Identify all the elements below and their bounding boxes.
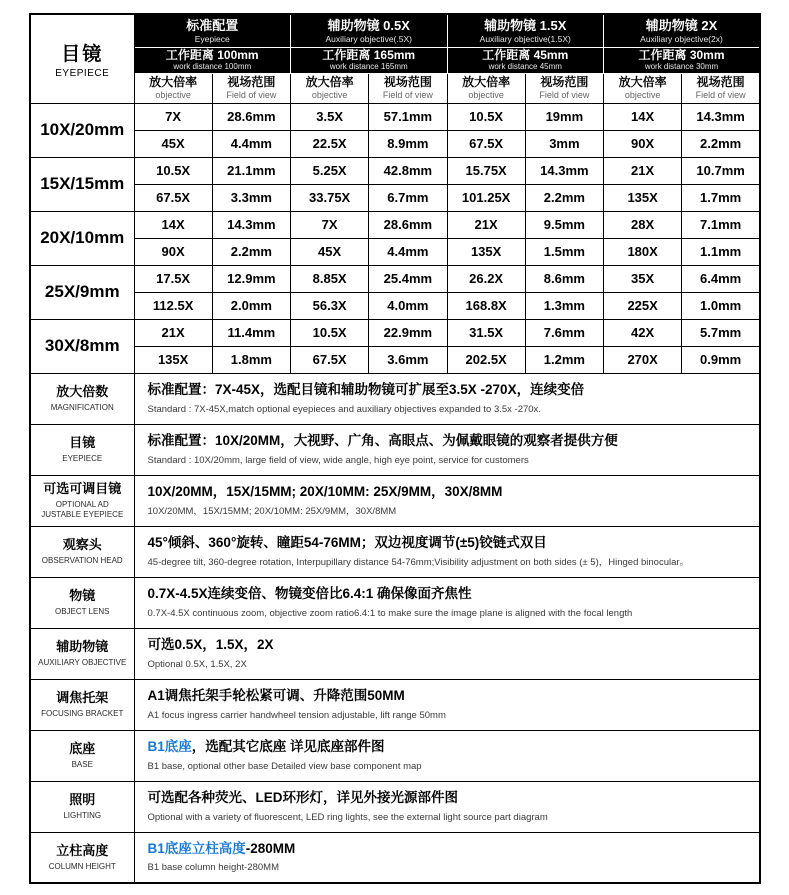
eyepiece-data-body <box>30 103 760 373</box>
eyepiece-data-row <box>30 130 760 157</box>
field-of-view-value: 0.9mm <box>682 346 760 373</box>
work-distance-en: work distance 45mm <box>488 62 562 72</box>
eyepiece-data-row <box>30 184 760 211</box>
magnification-value: 45X <box>134 130 212 157</box>
column-header-standard <box>134 14 291 47</box>
spec-row-label <box>30 475 134 526</box>
work-distance-cell <box>604 47 761 73</box>
subheader-field-of-view <box>525 73 603 103</box>
magnification-value: 21X <box>447 211 525 238</box>
field-of-view-value: 22.9mm <box>369 319 447 346</box>
subheader-field-of-view <box>212 73 290 103</box>
field-of-view-value: 25.4mm <box>369 265 447 292</box>
spec-label-cn: 照明 <box>69 791 96 807</box>
spec-row <box>30 424 760 475</box>
subheader-cn: 放大倍率 <box>149 75 198 90</box>
spec-row-content <box>134 475 760 526</box>
field-of-view-value: 3mm <box>525 130 603 157</box>
column-title-en: Auxiliary objective(.5X) <box>325 33 412 44</box>
magnification-value: 14X <box>604 103 682 130</box>
subheader-cn: 放大倍率 <box>305 75 354 90</box>
eyepiece-data-row <box>30 103 760 130</box>
eyepiece-group-label: 15X/15mm <box>30 157 134 211</box>
work-distance-cell <box>447 47 604 73</box>
spec-content-en: A1 focus ingress carrier handwheel tension adjustable, lift range 50mm <box>147 709 446 721</box>
field-of-view-value: 1.0mm <box>682 292 760 319</box>
spec-label-en: BASE <box>71 759 93 769</box>
field-of-view-value: 1.1mm <box>682 238 760 265</box>
spec-content-cn: 10X/20MM，15X/15MM; 20X/10MM: 25X/9MM，30X/8MM <box>147 484 503 500</box>
magnification-value: 135X <box>604 184 682 211</box>
magnification-value: 21X <box>604 157 682 184</box>
eyepiece-data-row <box>30 157 760 184</box>
spec-content-cn: B1底座，选配其它底座 详见底座部件图 <box>147 739 385 755</box>
subheader-magnification <box>134 73 212 103</box>
spec-content-en: Standard : 7X-45X,match optional eyepieces and auxiliary objectives expanded to 3.5x -270x. <box>147 403 541 415</box>
subheader-cn: 放大倍率 <box>618 75 667 90</box>
spec-row-content <box>134 373 760 424</box>
field-of-view-value: 2.0mm <box>212 292 290 319</box>
eyepiece-group-label: 30X/8mm <box>30 319 134 373</box>
subheader-magnification <box>447 73 525 103</box>
magnification-value: 90X <box>134 238 212 265</box>
magnification-value: 14X <box>134 211 212 238</box>
field-of-view-value: 42.8mm <box>369 157 447 184</box>
eyepiece-data-row <box>30 211 760 238</box>
field-of-view-value: 11.4mm <box>212 319 290 346</box>
spec-label-cn: 观察头 <box>62 536 102 552</box>
magnification-value: 28X <box>604 211 682 238</box>
eyepiece-corner-title: 目镜 <box>61 43 104 65</box>
magnification-value: 67.5X <box>447 130 525 157</box>
subheader-field-of-view <box>369 73 447 103</box>
magnification-value: 31.5X <box>447 319 525 346</box>
spec-label-cn: 辅助物镜 <box>56 638 109 654</box>
field-of-view-value: 1.8mm <box>212 346 290 373</box>
magnification-value: 15.75X <box>447 157 525 184</box>
spec-row <box>30 628 760 679</box>
spec-section <box>30 373 760 883</box>
field-of-view-value: 57.1mm <box>369 103 447 130</box>
spec-row-label <box>30 679 134 730</box>
field-of-view-value: 12.9mm <box>212 265 290 292</box>
spec-content-cn: 标准配置：10X/20MM，大视野、广角、高眼点、为佩戴眼镜的观察者提供方便 <box>147 433 618 449</box>
field-of-view-value: 8.6mm <box>525 265 603 292</box>
spec-label-en: OBSERVATION HEAD <box>41 555 123 565</box>
field-of-view-value: 4.0mm <box>369 292 447 319</box>
field-of-view-value: 3.3mm <box>212 184 290 211</box>
field-of-view-value: 7.1mm <box>682 211 760 238</box>
magnification-value: 8.85X <box>291 265 369 292</box>
magnification-value: 225X <box>604 292 682 319</box>
magnification-value: 135X <box>134 346 212 373</box>
spec-row-content <box>134 730 760 781</box>
spec-row-content <box>134 679 760 730</box>
work-distance-cell <box>291 47 448 73</box>
work-distance-en: work distance 30mm <box>644 62 719 72</box>
eyepiece-data-row <box>30 292 760 319</box>
eyepiece-data-row <box>30 265 760 292</box>
column-title-en: Auxiliary objective(2x) <box>640 33 723 44</box>
spec-content-en: B1 base, optional other base Detailed view base component map <box>147 760 422 772</box>
spec-content-en: Optional with a variety of fluorescent, LED ring lights, see the external light source part diagram <box>147 811 548 823</box>
spec-label-en: OBJECT LENS <box>54 606 110 616</box>
magnification-value: 180X <box>604 238 682 265</box>
magnification-value: 7X <box>134 103 212 130</box>
eyepiece-data-row <box>30 238 760 265</box>
spec-label-en: MAGNIFICATION <box>50 402 114 412</box>
spec-label-cn: 目镜 <box>69 434 96 450</box>
column-title-en: Eyepiece <box>194 33 230 44</box>
spec-row-label <box>30 424 134 475</box>
magnification-value: 21X <box>134 319 212 346</box>
subheader-cn: 视场范围 <box>383 75 432 90</box>
magnification-value: 3.5X <box>291 103 369 130</box>
eyepiece-corner-subtitle: EYEPIECE <box>55 67 110 79</box>
column-title-en: Auxiliary objective(1.5X) <box>479 33 571 44</box>
spec-row-content <box>134 577 760 628</box>
spec-row <box>30 475 760 526</box>
spec-label-cn: 底座 <box>69 740 96 756</box>
spec-sheet <box>29 13 761 884</box>
work-distance-row <box>30 47 760 73</box>
magnification-value: 42X <box>604 319 682 346</box>
subheader-cn: 视场范围 <box>696 75 745 90</box>
spec-row-label <box>30 628 134 679</box>
subheader-en: Field of view <box>695 90 746 101</box>
field-of-view-value: 14.3mm <box>525 157 603 184</box>
eyepiece-corner-cell <box>30 14 134 103</box>
spec-content-en: B1 base column height-280MM <box>147 862 279 874</box>
field-of-view-value: 4.4mm <box>369 238 447 265</box>
spec-row-label <box>30 781 134 832</box>
eyepiece-group-label: 25X/9mm <box>30 265 134 319</box>
config-header-row <box>30 14 760 47</box>
magnification-value: 67.5X <box>134 184 212 211</box>
magnification-value: 45X <box>291 238 369 265</box>
magnification-value: 22.5X <box>291 130 369 157</box>
spec-label-en: COLUMN HEIGHT <box>48 861 116 871</box>
field-of-view-value: 1.7mm <box>682 184 760 211</box>
magnification-value: 101.25X <box>447 184 525 211</box>
subheader-en: objective <box>624 90 661 101</box>
subheader-magnification <box>291 73 369 103</box>
magnification-value: 7X <box>291 211 369 238</box>
column-header-aux-2x <box>604 14 761 47</box>
magnification-value: 67.5X <box>291 346 369 373</box>
highlighted-text: B1底座 <box>147 739 192 755</box>
magnification-value: 270X <box>604 346 682 373</box>
field-of-view-value: 2.2mm <box>212 238 290 265</box>
work-distance-cn: 工作距离 30mm <box>638 48 725 62</box>
field-of-view-value: 3.6mm <box>369 346 447 373</box>
spec-row-content <box>134 424 760 475</box>
eyepiece-data-row <box>30 319 760 346</box>
spec-label-en: AUXILIARY OBJECTIVE <box>38 657 127 667</box>
column-header-aux-05x <box>291 14 448 47</box>
spec-row-content <box>134 832 760 883</box>
magnification-value: 112.5X <box>134 292 212 319</box>
field-of-view-value: 7.6mm <box>525 319 603 346</box>
magnification-value: 10.5X <box>291 319 369 346</box>
magnification-value: 10.5X <box>447 103 525 130</box>
field-of-view-value: 19mm <box>525 103 603 130</box>
spec-row-label <box>30 730 134 781</box>
spec-label-cn: 放大倍数 <box>56 383 109 399</box>
highlighted-text: B1底座立柱高度 <box>147 841 246 857</box>
field-of-view-value: 28.6mm <box>212 103 290 130</box>
field-of-view-value: 6.4mm <box>682 265 760 292</box>
spec-row <box>30 577 760 628</box>
spec-row <box>30 781 760 832</box>
column-header-aux-15x <box>447 14 604 47</box>
eyepiece-data-row <box>30 346 760 373</box>
spec-content-en: 10X/20MM，15X/15MM; 20X/10MM: 25X/9MM，30X/8MM <box>147 505 397 517</box>
magnification-value: 10.5X <box>134 157 212 184</box>
spec-row-label <box>30 526 134 577</box>
spec-label-cn: 调焦托架 <box>56 689 109 705</box>
subheader-field-of-view <box>682 73 760 103</box>
work-distance-cell <box>134 47 291 73</box>
subheader-en: objective <box>311 90 348 101</box>
spec-label-en: EYEPIECE <box>62 453 103 463</box>
spec-content-en: Optional 0.5X, 1.5X, 2X <box>147 658 247 670</box>
subheader-en: Field of view <box>226 90 277 101</box>
subheader-cn: 放大倍率 <box>462 75 511 90</box>
spec-row-content <box>134 781 760 832</box>
field-of-view-value: 2.2mm <box>682 130 760 157</box>
spec-row-label <box>30 577 134 628</box>
subheader-en: Field of view <box>382 90 433 101</box>
spec-content-cn: 标准配置：7X-45X，选配目镜和辅助物镜可扩展至3.5X -270X，连续变倍 <box>147 382 585 398</box>
field-of-view-value: 9.5mm <box>525 211 603 238</box>
spec-label-en: OPTIONAL AD JUSTABLE EYEPIECE <box>41 499 124 519</box>
spec-row-content <box>134 526 760 577</box>
spec-content-cn: 0.7X-4.5X连续变倍、物镜变倍比6.4:1 确保像面齐焦性 <box>147 586 472 602</box>
field-of-view-value: 6.7mm <box>369 184 447 211</box>
spec-label-en: LIGHTING <box>63 810 102 820</box>
work-distance-cn: 工作距离 45mm <box>482 48 569 62</box>
column-title-cn: 辅助物镜 0.5X <box>327 17 410 33</box>
spec-row <box>30 679 760 730</box>
magnification-value: 17.5X <box>134 265 212 292</box>
spec-label-en: FOCUSING BRACKET <box>41 708 124 718</box>
column-title-cn: 辅助物镜 1.5X <box>484 17 567 33</box>
field-of-view-value: 1.2mm <box>525 346 603 373</box>
field-of-view-value: 2.2mm <box>525 184 603 211</box>
work-distance-cn: 工作距离 100mm <box>165 48 259 62</box>
field-of-view-value: 14.3mm <box>682 103 760 130</box>
subheader-magnification <box>604 73 682 103</box>
magnification-value: 35X <box>604 265 682 292</box>
spec-content-en: Standard : 10X/20mm, large field of view, wide angle, high eye point, service for customers <box>147 454 529 466</box>
subheader-en: Field of view <box>539 90 590 101</box>
magnification-value: 135X <box>447 238 525 265</box>
field-of-view-value: 1.5mm <box>525 238 603 265</box>
spec-content-cn: 可选配各种荧光、LED环形灯，详见外接光源部件图 <box>147 790 458 806</box>
subheader-row <box>30 73 760 103</box>
field-of-view-value: 8.9mm <box>369 130 447 157</box>
field-of-view-value: 4.4mm <box>212 130 290 157</box>
magnification-value: 168.8X <box>447 292 525 319</box>
eyepiece-group-label: 10X/20mm <box>30 103 134 157</box>
spec-row-label <box>30 373 134 424</box>
subheader-cn: 视场范围 <box>227 75 276 90</box>
spec-content-en: 0.7X-4.5X continuous zoom, objective zoom ratio6.4:1 to make sure the image plane is aligned with the focal length <box>147 607 633 619</box>
field-of-view-value: 21.1mm <box>212 157 290 184</box>
magnification-value: 26.2X <box>447 265 525 292</box>
field-of-view-value: 5.7mm <box>682 319 760 346</box>
work-distance-en: work distance 100mm <box>173 62 252 72</box>
spec-content-cn: 45°倾斜、360°旋转、瞳距54-76MM；双边视度调节(±5)铰链式双目 <box>147 535 547 551</box>
column-title-cn: 辅助物镜 2X <box>645 17 718 33</box>
field-of-view-value: 28.6mm <box>369 211 447 238</box>
magnification-value: 5.25X <box>291 157 369 184</box>
spec-content-cn: 可选0.5X，1.5X，2X <box>147 637 274 653</box>
specification-table <box>29 13 761 884</box>
spec-row-content <box>134 628 760 679</box>
spec-row <box>30 832 760 883</box>
spec-content-en: 45-degree tilt, 360-degree rotation, Interpupillary distance 54-76mm;Visibility adjustment on both sides (± 5)，Hinged binocular。 <box>147 556 690 568</box>
spec-label-cn: 立柱高度 <box>56 842 109 858</box>
spec-row <box>30 373 760 424</box>
spec-label-cn: 可选可调目镜 <box>43 480 122 496</box>
field-of-view-value: 14.3mm <box>212 211 290 238</box>
subheader-en: objective <box>155 90 191 101</box>
work-distance-en: work distance 165mm <box>329 62 408 72</box>
magnification-value: 90X <box>604 130 682 157</box>
field-of-view-value: 1.3mm <box>525 292 603 319</box>
magnification-value: 202.5X <box>447 346 525 373</box>
spec-row <box>30 526 760 577</box>
spec-row <box>30 730 760 781</box>
spec-label-cn: 物镜 <box>69 587 96 603</box>
work-distance-cn: 工作距离 165mm <box>322 48 416 62</box>
eyepiece-group-label: 20X/10mm <box>30 211 134 265</box>
column-title-cn: 标准配置 <box>186 17 239 33</box>
subheader-cn: 视场范围 <box>540 75 589 90</box>
spec-content-cn: A1调焦托架手轮松紧可调、升降范围50MM <box>147 688 405 704</box>
magnification-value: 33.75X <box>291 184 369 211</box>
field-of-view-value: 10.7mm <box>682 157 760 184</box>
magnification-value: 56.3X <box>291 292 369 319</box>
subheader-en: objective <box>468 90 504 101</box>
spec-content-cn: B1底座立柱高度-280MM <box>147 841 296 857</box>
spec-row-label <box>30 832 134 883</box>
